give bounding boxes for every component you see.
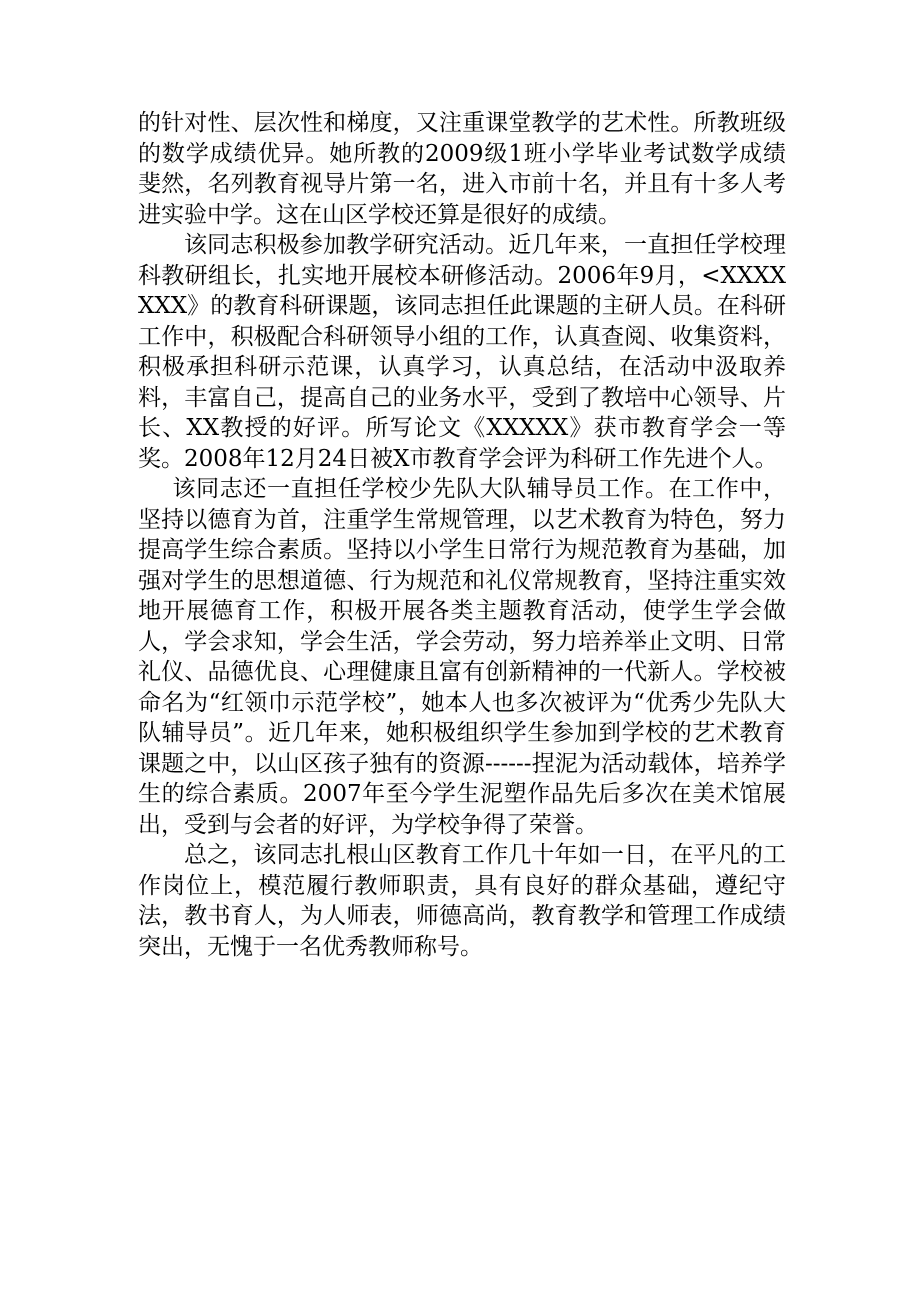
paragraph-4: 总之，该同志扎根山区教育工作几十年如一日，在平凡的工作岗位上，模范履行教师职责，具有良好的群众基础，遵纪守法，教书育人，为人师表，师德高尚，教育教学和管理工作成绩突出，无愧于一名优秀教师称号。 xyxy=(138,842,786,960)
paragraph-2: 该同志积极参加教学研究活动。近几年来，一直担任学校理科教研组长，扎实地开展校本研修活动。2006年9月，<XXXXXXX》的教育科研课题，该同志担任此课题的主研人员。在科研工作中，积极配合科研领导小组的工作，认真查阅、收集资料，积极承担科研示范课，认真学习，认真总结，在活动中汲取养料，丰富自己，提高自己的业务水平，受到了教培中心领导、片长、XX教授的好评。所写论文《XXXXX》获市教育学会一等奖。2008年12月24日被X市教育学会评为科研工作先进个人。 xyxy=(138,232,786,472)
paragraph-1: 的针对性、层次性和梯度，又注重课堂教学的艺术性。所教班级的数学成绩优异。她所教的2009级1班小学毕业考试数学成绩斐然，名列教育视导片第一名，进入市前十名，并且有十多人考进实验中学。这在山区学校还算是很好的成绩。 xyxy=(138,110,786,228)
paragraph-3: 该同志还一直担任学校少先队大队辅导员工作。在工作中，坚持以德育为首，注重学生常规管理，以艺术教育为特色，努力提高学生综合素质。坚持以小学生日常行为规范教育为基础，加强对学生的思想道德、行为规范和礼仪常规教育，坚持注重实效地开展德育工作，积极开展各类主题教育活动，使学生学会做人，学会求知，学会生活，学会劳动，努力培养举止文明、日常礼仪、品德优良、心理健康且富有创新精神的一代新人。学校被命名为“红领巾示范学校”，她本人也多次被评为“优秀少先队大队辅导员”。近几年来，她积极组织学生参加到学校的艺术教育课题之中，以山区孩子独有的资源------捏泥为活动载体，培养学生的综合素质。2007年至今学生泥塑作品先后多次在美术馆展出，受到与会者的好评，为学校争得了荣誉。 xyxy=(138,476,786,838)
document-body xyxy=(138,108,786,962)
